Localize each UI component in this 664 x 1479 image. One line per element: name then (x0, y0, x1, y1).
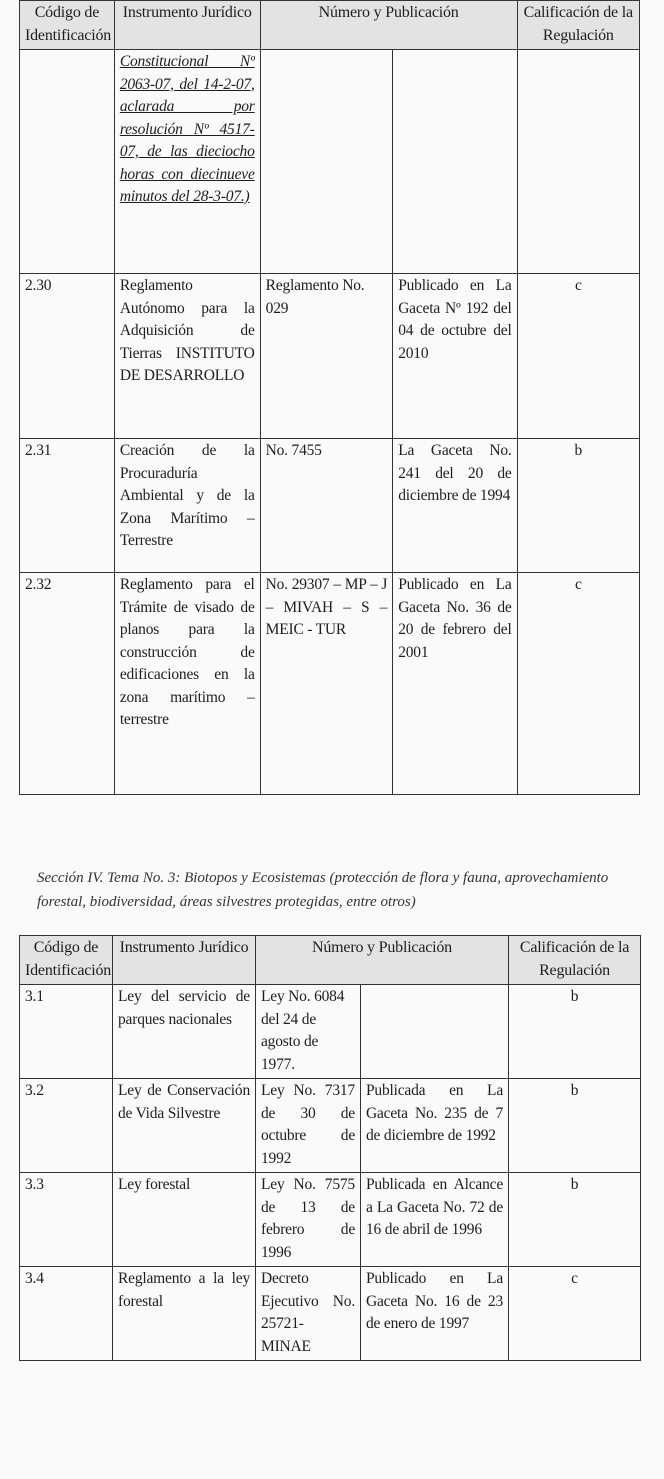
cell-code (20, 50, 115, 274)
cell-instrument-continuation: Constitucional Nº 2063-07, del 14-2-07, aclarada por resolución Nº 4517-07, de las dieciocho horas con diecinueve minutos del 28-3-07.) (114, 50, 260, 274)
table-row (20, 274, 640, 439)
cell-rating: c (509, 1267, 641, 1361)
table-header-row (20, 936, 641, 985)
cell-number: Decreto Ejecutivo No. 25721- MINAE (256, 1267, 361, 1361)
cell-instrument: Reglamento Autónomo para la Adquisición de Tierras INSTITUTO DE DESARROLLO (114, 274, 260, 439)
cell-instrument: Ley forestal (113, 1173, 256, 1267)
cell-rating: b (517, 439, 639, 573)
cell-code: 3.2 (20, 1079, 113, 1173)
cell-instrument: Ley del servicio de parques nacionales (113, 985, 256, 1079)
cell-publication: Publicada en La Gaceta No. 235 de 7 de diciembre de 1992 (361, 1079, 509, 1173)
cell-number (260, 50, 393, 274)
section-title: Sección IV. Tema No. 3: Biotopos y Ecosistemas (protección de flora y fauna, aprovechamiento forestal, biodiversidad, áreas silvestres protegidas, entre otros) (37, 870, 609, 910)
cell-number: No. 7455 (260, 439, 393, 573)
cell-code: 3.4 (20, 1267, 113, 1361)
cell-number: Ley No. 7317 de 30 de octubre de 1992 (256, 1079, 361, 1173)
cell-publication: Publicado en La Gaceta Nº 192 del 04 de octubre del 2010 (393, 274, 517, 439)
cell-code: 2.31 (20, 439, 115, 573)
header-code: Código de Identificación (20, 1, 115, 50)
cell-rating: c (517, 573, 639, 795)
table-row (20, 1267, 641, 1361)
table-row (20, 573, 640, 795)
table-row (20, 1079, 641, 1173)
header-number-publication: Número y Publicación (256, 936, 509, 985)
cell-code: 3.3 (20, 1173, 113, 1267)
cell-rating (517, 50, 639, 274)
cell-publication: La Gaceta No. 241 del 20 de diciembre de 1994 (393, 439, 517, 573)
cell-instrument: Reglamento a la ley forestal (113, 1267, 256, 1361)
header-rating: Calificación de la Regulación (509, 936, 641, 985)
cell-publication: Publicada en Alcance a La Gaceta No. 72 de 16 de abril de 1996 (361, 1173, 509, 1267)
header-code: Código de Identificación (20, 936, 113, 985)
cell-number: Ley No. 6084 del 24 de agosto de 1977. (256, 985, 361, 1079)
cell-code: 3.1 (20, 985, 113, 1079)
cell-rating: c (517, 274, 639, 439)
cell-instrument: Reglamento para el Trámite de visado de planos para la construcción de edificaciones en la zona marítimo – terrestre (114, 573, 260, 795)
cell-rating: b (509, 985, 641, 1079)
cell-publication: Publicado en La Gaceta No. 36 de 20 de febrero del 2001 (393, 573, 517, 795)
table-row-continuation (20, 50, 640, 274)
cell-rating: b (509, 1173, 641, 1267)
table-header-row (20, 1, 640, 50)
cell-publication (361, 985, 509, 1079)
header-instrument: Instrumento Jurídico (113, 936, 256, 985)
cell-rating: b (509, 1079, 641, 1173)
table-row (20, 985, 641, 1079)
table-row (20, 439, 640, 573)
cell-number: Ley No. 7575 de 13 de febrero de 1996 (256, 1173, 361, 1267)
cell-number: No. 29307 – MP – J – MIVAH – S – MEIC - TUR (260, 573, 393, 795)
header-instrument: Instrumento Jurídico (114, 1, 260, 50)
cell-publication: Publicado en La Gaceta No. 16 de 23 de enero de 1997 (361, 1267, 509, 1361)
cell-code: 2.30 (20, 274, 115, 439)
header-number-publication: Número y Publicación (260, 1, 517, 50)
cell-number: Reglamento No. 029 (260, 274, 393, 439)
cell-instrument: Creación de la Procuraduría Ambiental y de la Zona Marítimo – Terrestre (114, 439, 260, 573)
regulations-table-section-3 (19, 0, 640, 795)
cell-code: 2.32 (20, 573, 115, 795)
cell-instrument: Ley de Conservación de Vida Silvestre (113, 1079, 256, 1173)
header-rating: Calificación de la Regulación (517, 1, 639, 50)
regulations-table-section-4 (19, 935, 641, 1361)
table-row (20, 1173, 641, 1267)
cell-publication (393, 50, 517, 274)
